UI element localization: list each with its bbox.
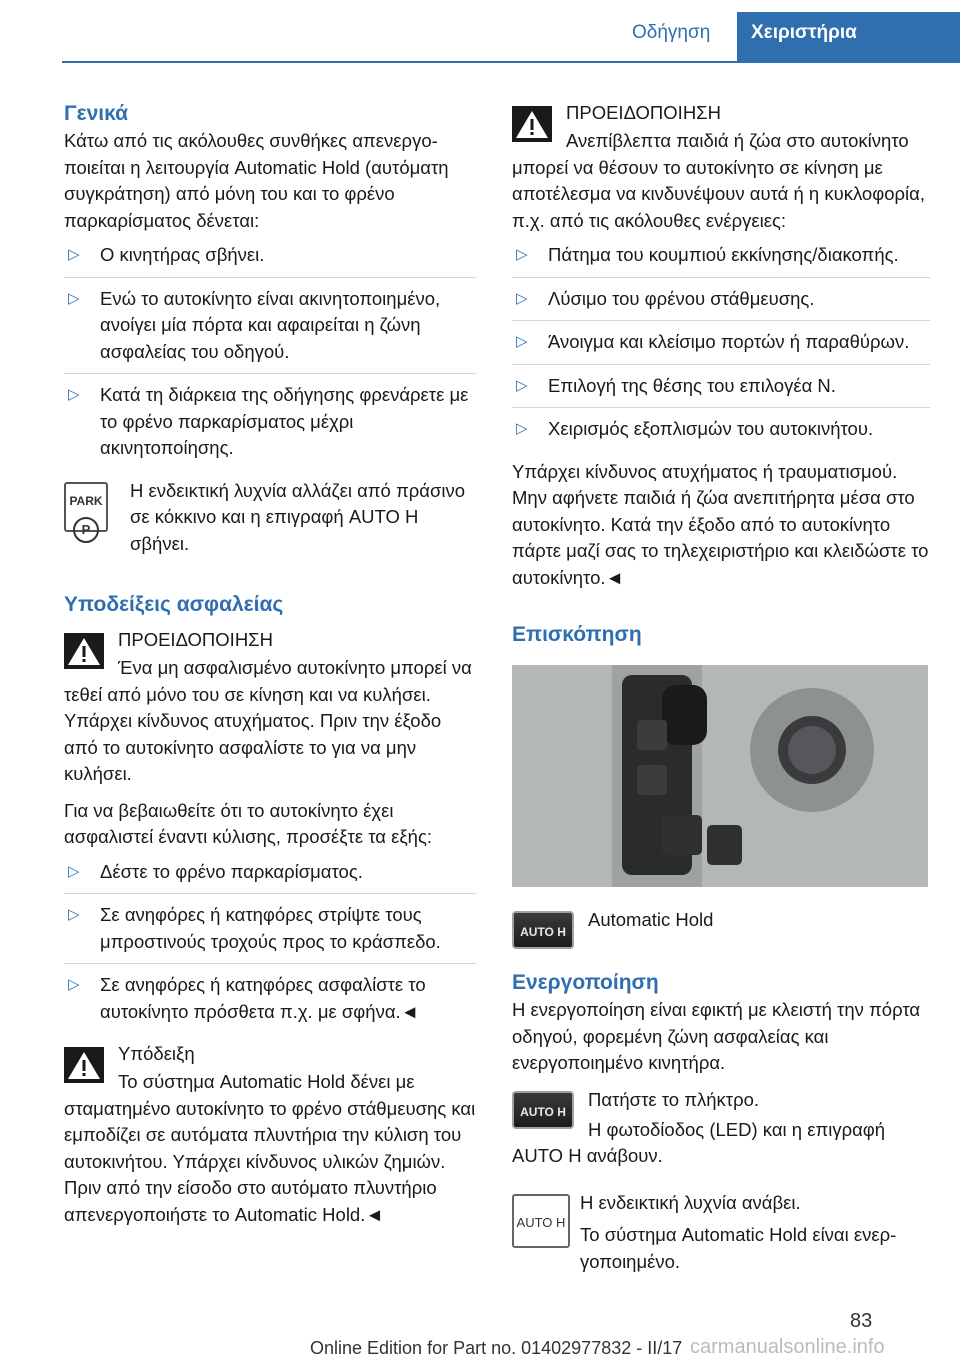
safety-list (64, 859, 476, 1034)
warning-triangle-icon (64, 633, 104, 669)
press-text: Πατήστε το πλήκτρο. (588, 1088, 760, 1110)
risk-actions-list (512, 242, 930, 451)
list-item: ▷ Σε ανηφόρες ή κατηφόρες ασφαλίστε το αυτοκίνητο πρόσθετα π.χ. με σφήνα.◄ (68, 974, 426, 1022)
triangle-bullet-icon: ▷ (516, 376, 528, 394)
auto-hold-indicator-icon: AUTO H (512, 1194, 570, 1248)
active-text: Το σύστημα Automatic Hold είναι ενεργοποιημένο. (580, 1224, 897, 1272)
led-text: Η φωτοδίοδος (LED) και η επιγραφή AUTO H ανάβουν. (512, 1118, 886, 1166)
safety-intro: Για να βεβαιωθείτε ότι το αυτοκίνητο έχει ασφαλιστεί έναντι κύλισης, προσέξτε τα εξής: (64, 799, 432, 847)
hint-block (64, 1041, 476, 1091)
list-item: ▷ Πάτημα του κουμπιού εκκίνησης/διακοπής. (512, 242, 930, 278)
list-item: ▷ Ο κινητήρας σβήνει. (64, 242, 476, 278)
general-list (64, 242, 476, 470)
tab-controls[interactable]: Χειριστήρια (737, 12, 960, 62)
list-item: ▷ Χειρισμός εξοπλισμών του αυτοκινήτου. (512, 416, 930, 451)
auto-hold-button-icon: AUTO H (512, 1091, 574, 1129)
page-header (0, 0, 960, 62)
warning-label: ΠΡΟΕΙΔΟΠΟΙΗΣΗ (566, 102, 721, 123)
auto-hold-caption (512, 907, 930, 951)
warning-text: Ένα μη ασφαλισμένο αυτοκίνητο μπορεί να τεθεί από μόνο του σε κίνηση και να κυλήσει. Υπάρχει κίνδυνος ατυχήματος. Πριν την έξοδο από το αυτοκίνητο ασφαλίστε το για να μην κυλήσει. (64, 657, 472, 784)
hint-text: Το σύστημα Automatic Hold δένει με σταματημένο αυτοκίνητο το φρένο στάθμευσης και εμποδίζει σε αυτόματα πλυντήρια την κύλιση του αυτοκινήτου. Υπάρχει κίνδυνος υλικών ζημιών. Πριν από την είσοδο στο αυτόματο πλυντήριο απενεργοποιήστε το Automatic Hold.◄ (64, 1071, 476, 1225)
console-illustration (512, 665, 928, 887)
park-note (64, 478, 476, 558)
triangle-bullet-icon: ▷ (516, 420, 528, 437)
triangle-bullet-icon: ▷ (516, 246, 528, 263)
triangle-bullet-icon: ▷ (68, 386, 80, 403)
activation-text: Η ενεργοποίηση είναι εφικτή με κλειστή την πόρτα οδηγού, φορεμένη ζώνη ασφαλείας και ενεργοποιημένο κινητήρα. (512, 999, 921, 1073)
list-item: ▷ Ενώ το αυτοκίνητο είναι ακινητοποιημένο, ανοίγει μία πόρτα και αφαιρείται η ζώνη ασφαλείας του οδηγού. (64, 286, 476, 375)
header-divider (62, 61, 960, 63)
watermark: carmanualsonline.info (690, 1336, 885, 1358)
warning-triangle-icon (512, 106, 552, 142)
warning-block-children (512, 100, 930, 150)
left-column (64, 100, 476, 1228)
page-number: 83 (850, 1310, 873, 1332)
park-note-text: Η ενδεικτική λυχνία αλλάζει από πράσινο σε κόκκινο και η επιγραφή AUTO H σβήνει. (130, 479, 466, 554)
section-title-safety: Υποδείξεις ασφαλείας (64, 593, 284, 616)
auto-hold-button-icon: AUTO H (512, 911, 574, 949)
park-indicator-icon: PARK P (64, 482, 108, 532)
warning-text-children: Ανεπίβλεπτα παιδιά ή ζώα στο αυτοκίνητο μπορεί να θέσουν το αυτοκίνητο σε κίνηση με αποτέλεσμα να κινδυνέψουν αυτά ή η κυκλοφορία, π.χ. από τις ακόλουθες ενέργειες: (512, 130, 925, 231)
triangle-bullet-icon: ▷ (68, 246, 80, 263)
press-step (512, 1087, 930, 1137)
triangle-bullet-icon: ▷ (68, 289, 80, 307)
warning-triangle-icon (64, 1047, 104, 1083)
right-column (512, 100, 930, 1275)
lamp-text: Η ενδεικτική λυχνία ανάβει. (580, 1191, 801, 1213)
hint-label: Υπόδειξη (118, 1043, 195, 1064)
warning-block (64, 627, 476, 677)
center-console-photo (512, 665, 928, 887)
tab-driving[interactable]: Οδήγηση (632, 22, 711, 43)
list-item: ▷ Δέστε το φρένο παρκαρίσματος. (64, 859, 476, 895)
triangle-bullet-icon: ▷ (516, 289, 528, 307)
warning-label: ΠΡΟΕΙΔΟΠΟΙΗΣΗ (118, 629, 273, 650)
auto-hold-caption-text: Automatic Hold (588, 909, 714, 930)
section-title-overview: Επισκόπηση (512, 623, 642, 646)
list-item: ▷ Επιλογή της θέσης του επιλογέα N. (512, 373, 930, 409)
triangle-bullet-icon: ▷ (68, 976, 80, 993)
edition-note: Online Edition for Part no. 01402977832 - II/17 (310, 1338, 683, 1358)
list-item: ▷ Κατά τη διάρκεια της οδήγησης φρενάρετε με το φρένο παρκαρίσματος μέχρι ακινητοποίησης. (68, 384, 469, 458)
list-item: ▷ Σε ανηφόρες ή κατηφόρες στρίψτε τους μπροστινούς τροχούς προς το κράσπεδο. (64, 902, 476, 964)
risk-closing: Υπάρχει κίνδυνος ατυχήματος ή τραυματισμού. Μην αφήνετε παιδιά ή ζώα ανεπιτήρητα μέσα στο αυτοκίνητο. Κατά την έξοδο από το αυτοκίνητο πάρτε μαζί σας το τηλεχειριστήριο και κλειδώστε το αυτοκίνητο.◄ (512, 460, 929, 588)
list-item: ▷ Λύσιμο του φρένου στάθμευσης. (512, 286, 930, 322)
general-intro: Κάτω από τις ακόλουθες συνθήκες απενεργοποιείται η λειτουργία Automatic Hold (αυτόματη συγκράτηση) από μόνη του και το φρένο παρκαρίσματος δένεται: (64, 130, 449, 231)
section-title-activation: Ενεργοποίηση (512, 971, 659, 994)
triangle-bullet-icon: ▷ (68, 906, 80, 923)
list-item: ▷ Άνοιγμα και κλείσιμο πορτών ή παραθύρων. (512, 329, 930, 365)
triangle-bullet-icon: ▷ (68, 862, 80, 880)
lamp-note (512, 1190, 930, 1276)
triangle-bullet-icon: ▷ (516, 333, 528, 350)
section-title-general: Γενικά (64, 102, 129, 125)
